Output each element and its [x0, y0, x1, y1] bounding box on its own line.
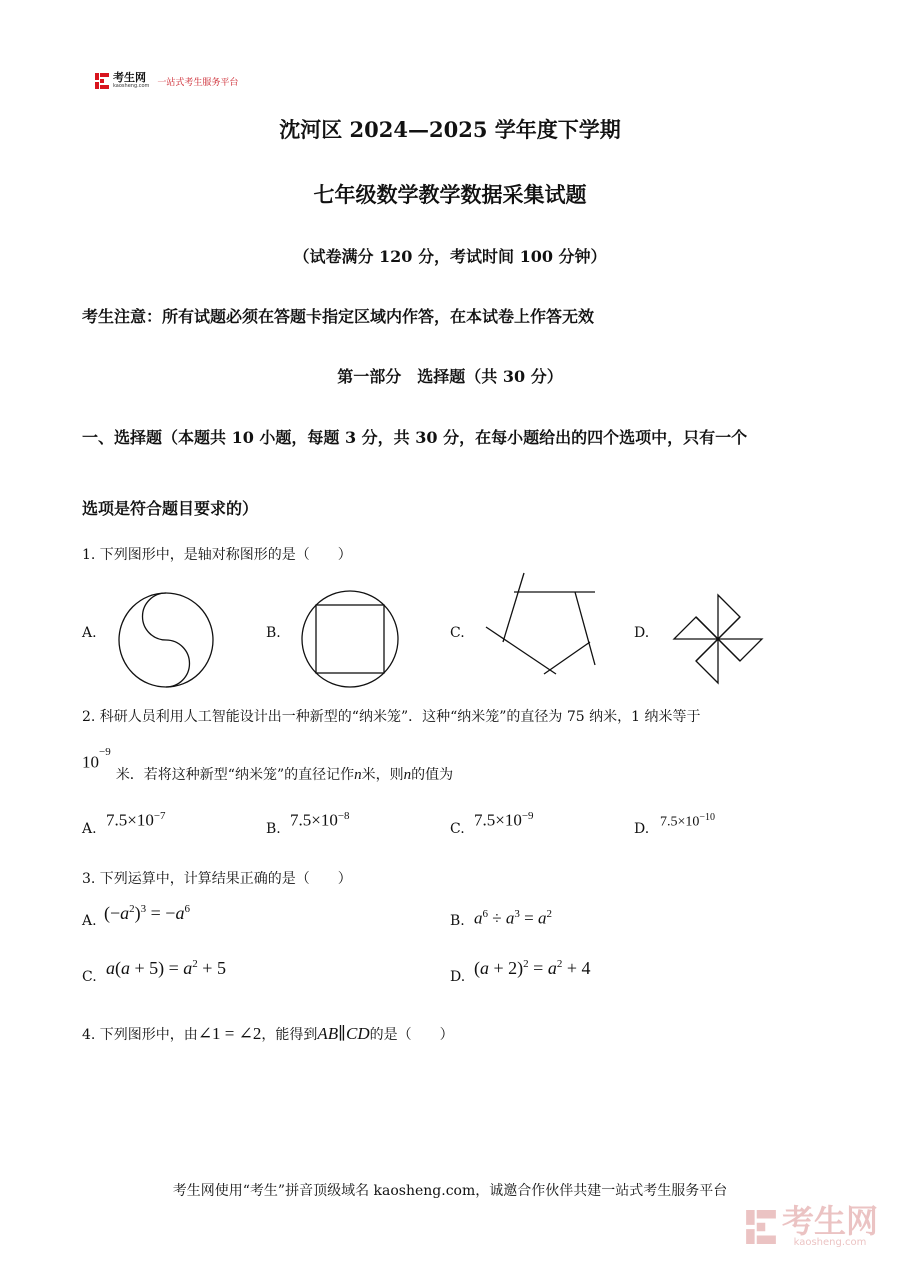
logo-name: 考生网 [113, 71, 146, 84]
q2-text-line2 [82, 746, 454, 784]
q2-text-line1: 2. 科研人员利用人工智能设计出一种新型的“纳米笼”．这种“纳米笼”的直径为 75 纳米，1 纳米等于 [82, 709, 701, 725]
q2-var-n: n [354, 767, 362, 784]
exam-title-line1: 沈河区 2024—2025 学年度下学期 [279, 117, 621, 142]
section1-heading-cont: 选项是符合题目要求的） [82, 499, 259, 518]
q2-text-b: 米，则 [361, 767, 404, 784]
q2-a-exp: −7 [153, 810, 166, 822]
q4-text-b: ，能得到 [261, 1027, 318, 1043]
q3-option-b-expr: $a^6 \div a^3 = a^2$ [474, 908, 552, 928]
q1-option-c-label: C. [450, 625, 465, 641]
q1-option-b-label: B. [266, 625, 281, 641]
exam-notice: 考生注意：所有试题必须在答题卡指定区域内作答，在本试卷上作答无效 [82, 307, 595, 326]
q4-parallel-expr: AB∥CD [317, 1024, 370, 1043]
q4-text-c: 的是（ ） [369, 1027, 454, 1043]
watermark-domain: kaosheng.com [793, 1237, 867, 1248]
q1-figure-c-pentagon [480, 570, 600, 680]
q1-figure-b-circle-square [300, 589, 400, 689]
watermark-text [781, 1202, 878, 1248]
q2-option-d-label: D. [634, 821, 650, 837]
q1-text: 1. 下列图形中，是轴对称图形的是（ ） [82, 547, 352, 563]
q2-option-b-label: B. [266, 821, 281, 837]
q2-c-coef: 7.5×10 [474, 810, 522, 830]
q3-option-a-expr: $(-a^2)^3 = -a^6$ [104, 903, 190, 923]
q3-option-a-label: A. [82, 913, 97, 929]
exam-subtitle: （试卷满分 120 分，考试时间 100 分钟） [293, 247, 607, 266]
logo-text [113, 72, 149, 89]
q2-text-a: 米．若将这种新型“纳米笼”的直径记作 [115, 767, 355, 784]
exam-title-line2: 七年级数学教学数据采集试题 [313, 182, 587, 207]
q1-figure-a-taiji [116, 590, 216, 690]
q1-option-a-label: A. [82, 625, 97, 641]
q3-option-d-label: D. [450, 969, 466, 985]
q2-option-b-expr [290, 810, 350, 831]
q2-option-d-expr [660, 812, 715, 831]
kaosheng-logo-icon [95, 73, 109, 89]
header-logo [95, 72, 238, 89]
q2-text-c: 的值为 [411, 767, 454, 784]
footer-text: 考生网使用“考生”拼音顶级域名 kaosheng.com，诚邀合作伙伴共建一站式考生服务平台 [172, 1183, 728, 1199]
section1-heading: 一、选择题（本题共 10 小题，每题 3 分，共 30 分，在每小题给出的四个选项中，只有一个 [82, 428, 748, 447]
q3-text: 3. 下列运算中，计算结果正确的是（ ） [82, 871, 352, 887]
watermark-name: 考生网 [781, 1202, 878, 1240]
q2-d-exp: −10 [699, 812, 716, 823]
logo-slogan: 一站式考生服务平台 [157, 78, 239, 88]
q4-line [82, 1024, 454, 1044]
q1-option-d-label: D. [634, 625, 650, 641]
q2-c-exp: −9 [521, 810, 534, 822]
q2-a-coef: 7.5×10 [106, 810, 154, 830]
q4-text-a: 4. 下列图形中，由 [82, 1027, 198, 1043]
q1-figure-d-pinwheel [668, 590, 768, 690]
q2-option-c-label: C. [450, 821, 465, 837]
q3-option-c-expr: $a(a + 5) = a^2 + 5$ [106, 958, 226, 978]
q2-option-a-expr [106, 810, 166, 831]
q2-power-base: 10 [82, 752, 99, 772]
watermark-logo [746, 1202, 878, 1248]
q2-b-coef: 7.5×10 [290, 810, 338, 830]
q2-power-exp: −9 [99, 746, 111, 758]
logo-domain: kaosheng.com [113, 83, 150, 89]
q4-angle-expr: ∠1 = ∠2 [197, 1024, 262, 1043]
q2-d-coef: 7.5×10 [660, 814, 700, 830]
q2-option-a-label: A. [82, 821, 97, 837]
q2-option-c-expr [474, 810, 534, 831]
q2-var-n-2: n [403, 767, 412, 784]
q3-option-d-expr: $(a + 2)^2 = a^2 + 4$ [474, 958, 591, 978]
watermark-logo-icon [746, 1210, 776, 1244]
q3-option-c-label: C. [82, 969, 97, 985]
part1-title: 第一部分 选择题（共 30 分） [337, 367, 563, 386]
q2-b-exp: −8 [337, 810, 350, 822]
q3-option-b-label: B. [450, 913, 465, 929]
